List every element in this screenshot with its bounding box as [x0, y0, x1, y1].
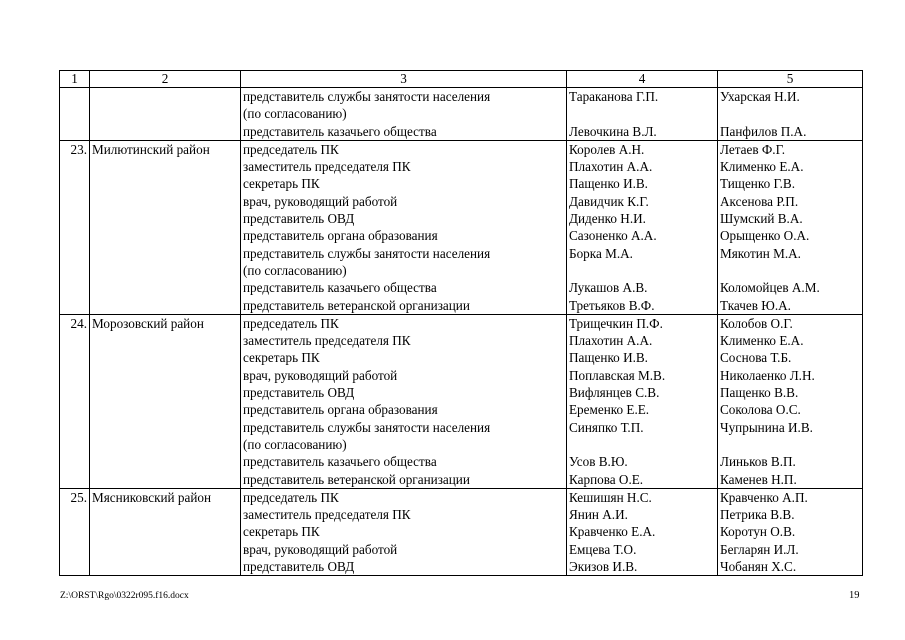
role-line: заместитель председателя ПК [243, 333, 411, 349]
deputy-name: Бегларян И.Л. [720, 541, 799, 557]
deputy-name: Колобов О.Г. [720, 315, 793, 331]
col4-cell [567, 88, 718, 141]
deputy-name: Соколова О.С. [720, 402, 801, 418]
member-name [569, 262, 715, 279]
role-line: заместитель председателя ПК [243, 159, 411, 175]
role-line: представитель ОВД [243, 559, 355, 575]
role-line: заместитель председателя ПК [243, 507, 411, 523]
member-name: Лукашов А.В. [569, 280, 648, 296]
table-row [60, 140, 863, 314]
role-line: врач, руководящий работой [243, 541, 398, 557]
member-name [569, 105, 715, 122]
member-name: Давидчик К.Г. [569, 193, 649, 209]
page-number: 19 [849, 590, 860, 601]
deputy-name: Аксенова Р.П. [720, 193, 799, 209]
deputy-name: Клименко Е.А. [720, 159, 804, 175]
member-name: Третьяков В.Ф. [569, 297, 655, 313]
col5-cell [718, 488, 863, 575]
member-name: Трищечкин П.Ф. [569, 315, 663, 331]
header-col-5: 5 [718, 71, 863, 88]
deputy-name: Петрика В.В. [720, 507, 795, 523]
member-name: Пащенко И.В. [569, 176, 648, 192]
row-number: 23. [60, 140, 90, 314]
deputy-name: Чупрынина И.В. [720, 419, 813, 435]
member-name: Борка М.А. [569, 245, 633, 261]
deputy-name: Соснова Т.Б. [720, 350, 792, 366]
role-line: председатель ПК [243, 315, 339, 331]
table-row [60, 88, 863, 141]
table-body [60, 88, 863, 576]
deputy-name: Клименко Е.А. [720, 333, 804, 349]
member-name: Синяпко Т.П. [569, 419, 644, 435]
role-line: секретарь ПК [243, 524, 320, 540]
col4-cell [567, 140, 718, 314]
district-name [90, 88, 241, 141]
table-row [60, 488, 863, 575]
member-name: Усов В.Ю. [569, 454, 628, 470]
member-name [569, 436, 715, 453]
deputy-name: Ухарская Н.И. [720, 89, 800, 104]
role-line: представитель казачьего общества [243, 454, 437, 470]
roles-cell [241, 88, 567, 141]
role-line: секретарь ПК [243, 176, 320, 192]
member-name: Еременко Е.Е. [569, 402, 650, 418]
role-line: представитель службы занятости населения [243, 245, 491, 261]
deputy-name: Орыщенко О.А. [720, 228, 810, 244]
role-line: врач, руководящий работой [243, 367, 398, 383]
col5-cell [718, 314, 863, 488]
row-number: 24. [60, 314, 90, 488]
deputy-name [720, 436, 860, 453]
deputy-name [720, 262, 860, 279]
role-line: представитель казачьего общества [243, 123, 437, 139]
deputy-name: Линьков В.П. [720, 454, 796, 470]
member-name: Плахотин А.А. [569, 159, 653, 175]
roles-cell [241, 140, 567, 314]
col5-cell [718, 88, 863, 141]
deputy-name: Кравченко А.П. [720, 489, 808, 505]
role-line: (по согласованию) [243, 262, 347, 278]
header-col-1: 1 [60, 71, 90, 88]
col5-cell [718, 140, 863, 314]
commission-table [59, 70, 863, 576]
member-name: Кравченко Е.А. [569, 524, 656, 540]
district-name: Милютинский район [90, 140, 241, 314]
header-row [60, 71, 863, 88]
member-name: Экизов И.В. [569, 559, 638, 575]
deputy-name: Чобанян Х.С. [720, 559, 797, 575]
member-name: Плахотин А.А. [569, 333, 653, 349]
row-number [60, 88, 90, 141]
deputy-name: Коротун О.В. [720, 524, 796, 540]
member-name: Емцева Т.О. [569, 541, 637, 557]
header-col-2: 2 [90, 71, 241, 88]
member-name: Диденко Н.И. [569, 211, 646, 227]
file-path-footer: Z:\ORST\Rgo\0322r095.f16.docx [60, 591, 189, 601]
deputy-name: Летаев Ф.Г. [720, 141, 786, 157]
deputy-name: Каменев Н.П. [720, 471, 797, 487]
roles-cell [241, 488, 567, 575]
member-name: Поплавская М.В. [569, 367, 666, 383]
role-line: представитель ОВД [243, 211, 355, 227]
district-name: Морозовский район [90, 314, 241, 488]
role-line: представитель органа образования [243, 402, 438, 418]
role-line: председатель ПК [243, 489, 339, 505]
deputy-name: Ткачев Ю.А. [720, 297, 791, 313]
deputy-name [720, 105, 860, 122]
role-line: представитель ОВД [243, 385, 355, 401]
table-row [60, 314, 863, 488]
header-col-4: 4 [567, 71, 718, 88]
member-name: Кешишян Н.С. [569, 489, 652, 505]
role-line: представитель казачьего общества [243, 280, 437, 296]
deputy-name: Пащенко В.В. [720, 385, 799, 401]
district-name: Мясниковский район [90, 488, 241, 575]
role-line: представитель ветеранской организации [243, 297, 470, 313]
deputy-name: Шумский В.А. [720, 211, 803, 227]
deputy-name: Николаенко Л.Н. [720, 367, 815, 383]
row-number: 25. [60, 488, 90, 575]
member-name: Тараканова Г.П. [569, 89, 659, 104]
col4-cell [567, 314, 718, 488]
role-line: представитель органа образования [243, 228, 438, 244]
role-line: председатель ПК [243, 141, 339, 157]
roles-cell [241, 314, 567, 488]
member-name: Сазоненко А.А. [569, 228, 657, 244]
role-line: (по согласованию) [243, 436, 347, 452]
deputy-name: Панфилов П.А. [720, 123, 807, 139]
member-name: Пащенко И.В. [569, 350, 648, 366]
member-name: Вифлянцев С.В. [569, 385, 660, 401]
member-name: Левочкина В.Л. [569, 123, 657, 139]
deputy-name: Тищенко Г.В. [720, 176, 796, 192]
role-line: врач, руководящий работой [243, 193, 398, 209]
role-line: представитель службы занятости населения [243, 89, 491, 104]
role-line: представитель ветеранской организации [243, 471, 470, 487]
col4-cell [567, 488, 718, 575]
role-line: представитель службы занятости населения [243, 419, 491, 435]
deputy-name: Коломойцев А.М. [720, 280, 820, 296]
member-name: Янин А.И. [569, 507, 628, 523]
member-name: Королев А.Н. [569, 141, 645, 157]
role-line: секретарь ПК [243, 350, 320, 366]
header-col-3: 3 [241, 71, 567, 88]
member-name: Карпова О.Е. [569, 471, 644, 487]
role-line: (по согласованию) [243, 106, 347, 122]
deputy-name: Мякотин М.А. [720, 245, 801, 261]
